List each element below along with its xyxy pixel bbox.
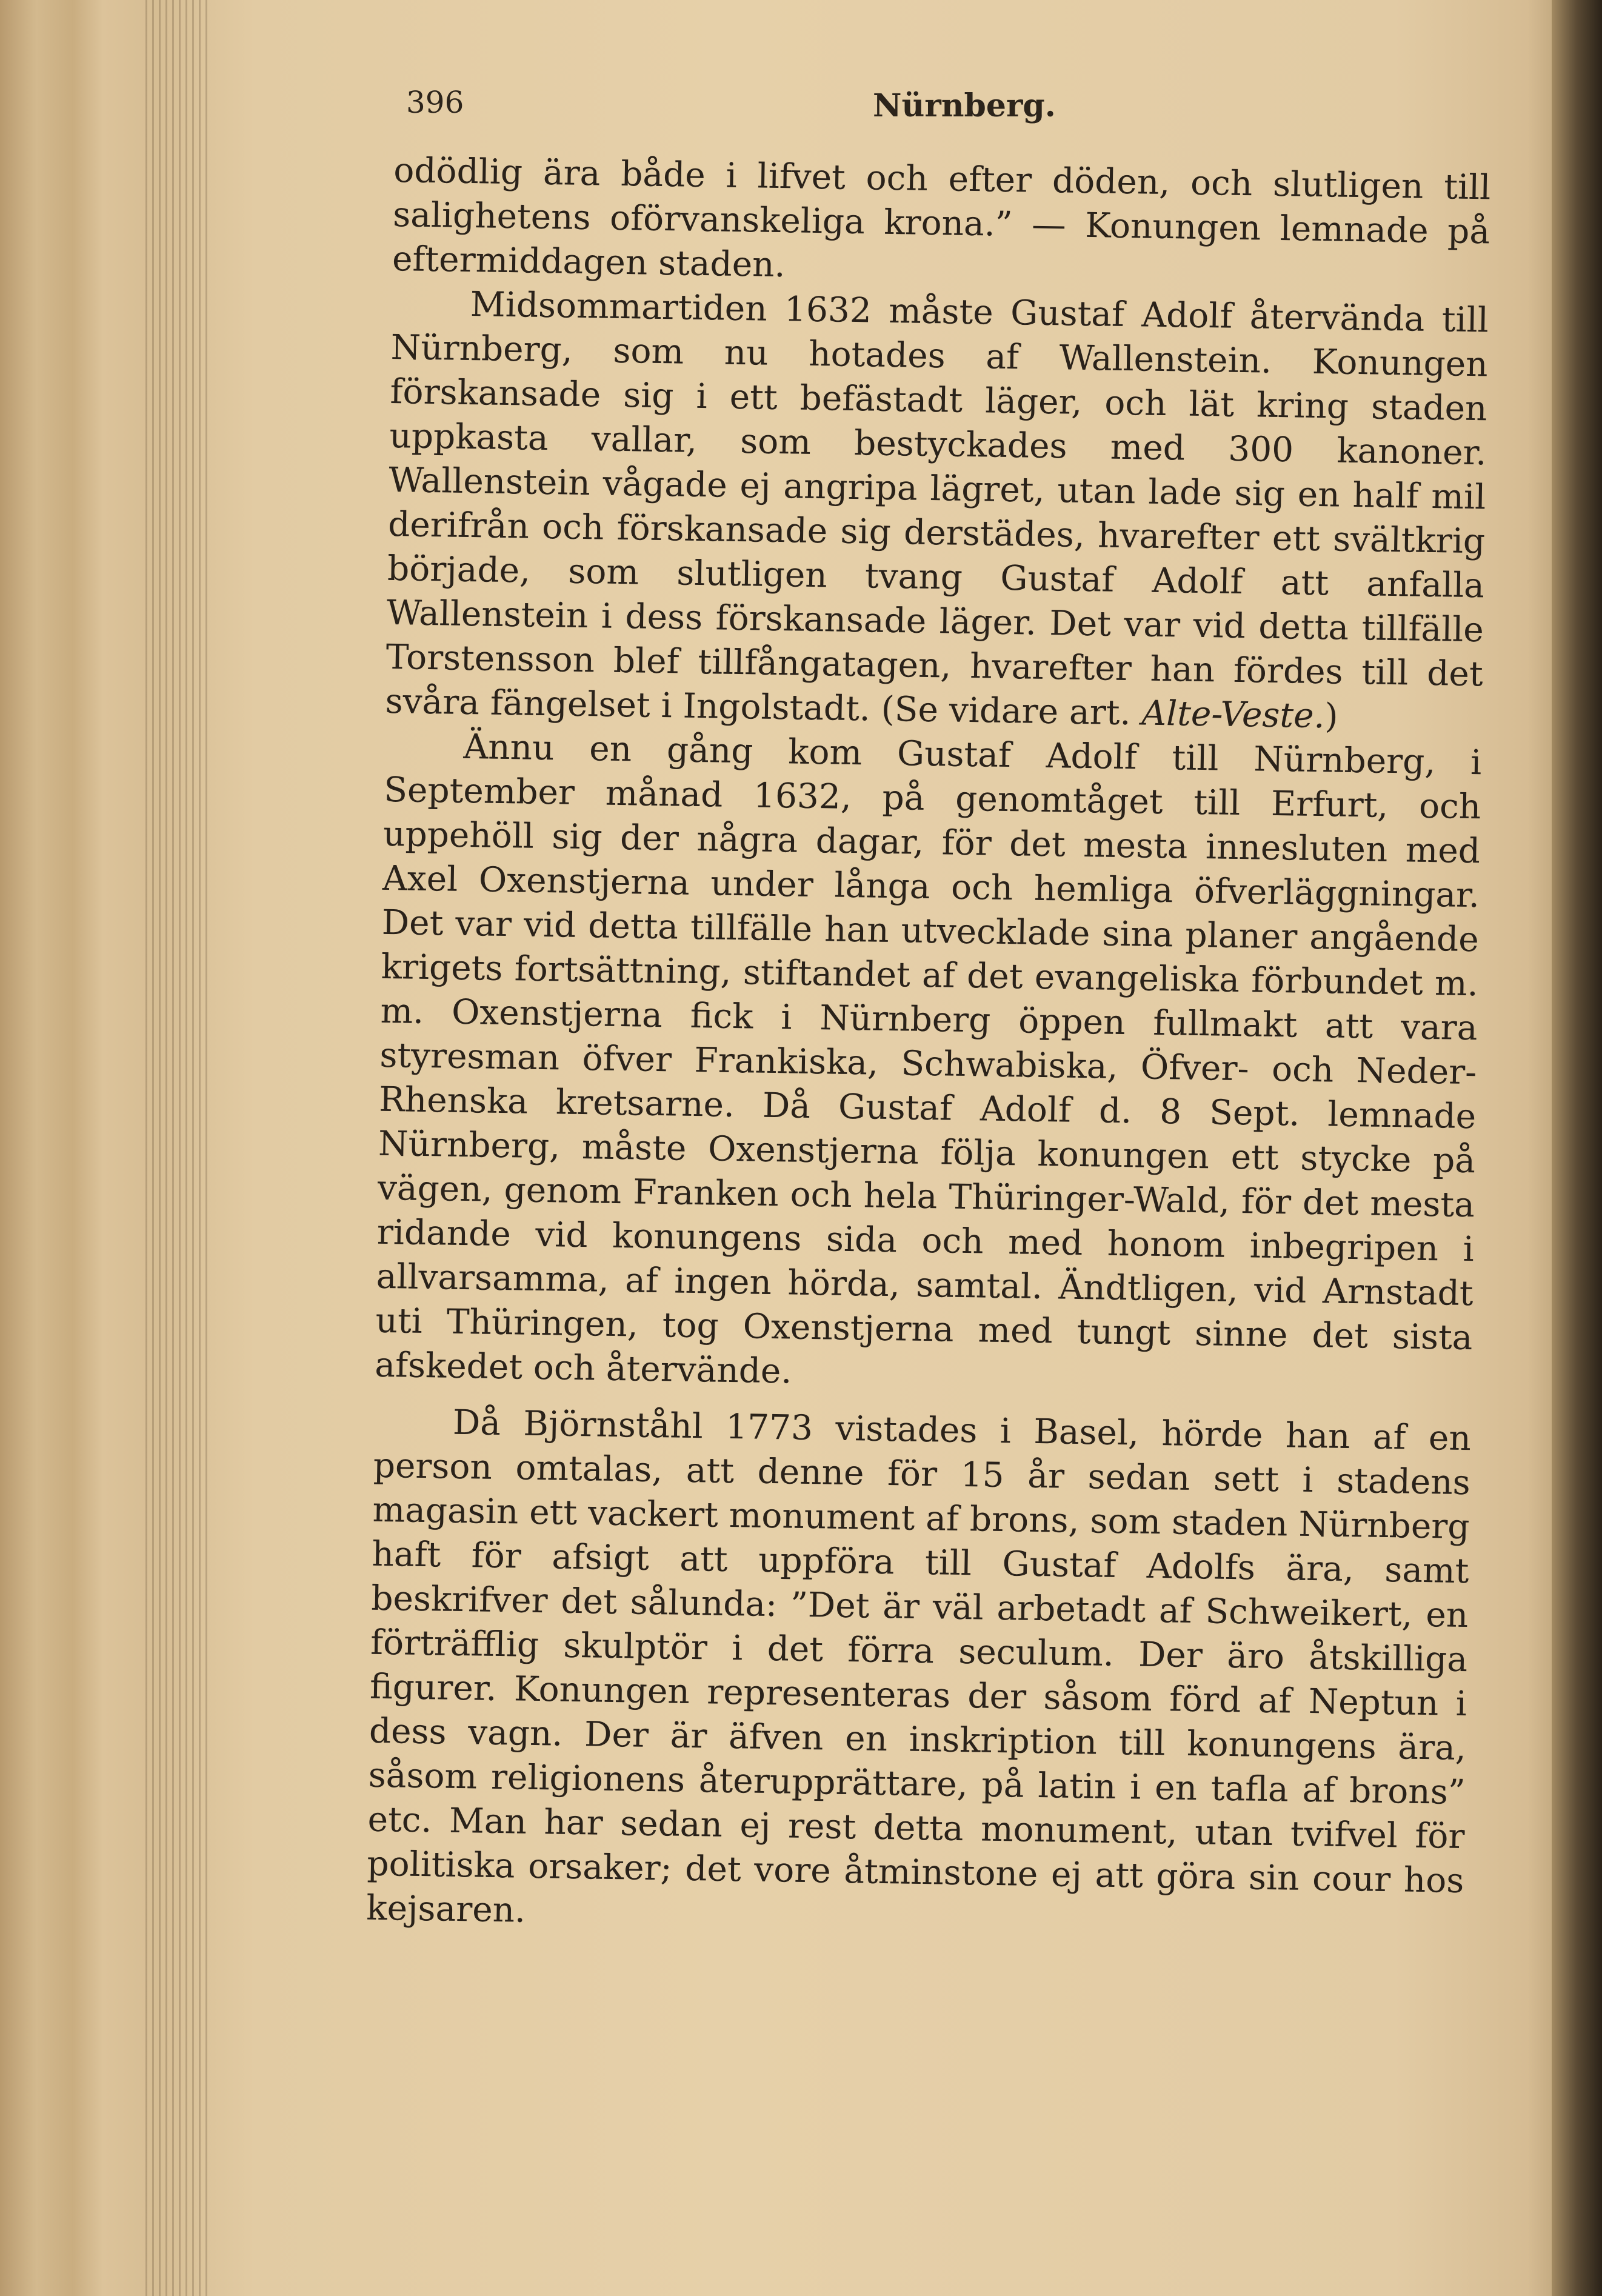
paragraph-1: odödlig ära både i lifvet och efter döden, och slutligen till salighetens oförvanskeliga krona.” — Konungen lemnade på eftermiddagen staden. xyxy=(392,150,1491,285)
running-title: Nürnberg. xyxy=(873,87,1056,124)
paragraph-2-text: Midsommartiden 1632 måste Gustaf Adolf återvända till Nürnberg, som nu hotades af Wallenstein. Konungen förskansade sig i ett befästadt läger, och lät kring staden uppkasta vallar, som bestyckades med 300 kanoner. Wallenstein vågade ej angripa lägret, utan lade sig en half mil derifrån och förskansade sig derstädes, hvarefter ett svältkrig började, som slutligen tvang Gustaf Adolf att anfalla Wallenstein i dess förskansade läger. Det var vid detta tillfälle Torstensson blef tillfångatagen, hvarefter han fördes till det svåra fängelset i Ingolstadt. (Se vidare art. xyxy=(385,285,1489,733)
page-right-edge xyxy=(1552,0,1602,2296)
cross-reference: Alte-Veste. xyxy=(1141,693,1326,736)
text-body xyxy=(366,149,1491,1947)
page-header xyxy=(406,85,1497,133)
paragraph-2 xyxy=(385,281,1489,741)
paragraph-2-close: ) xyxy=(1324,696,1339,736)
page-number: 396 xyxy=(406,85,464,120)
page-gutter-edges xyxy=(145,0,212,2296)
paragraph-3: Ännu en gång kom Gustaf Adolf till Nürnberg, i September månad 1632, på genomtåget till Erfurt, och uppehöll sig der några dagar, för det mesta innesluten med Axel Oxenstjerna under långa och hemliga öfverläggningar. Det var vid detta tillfälle han utvecklade sina planer angående krigets fortsättning, stiftandet af det evangeliska förbundet m. m. Oxenstjerna fick i Nürnberg öppen fullmakt att vara styresman öfver Frankiska, Schwabiska, Öfver- och Neder-Rhenska kretsarne. Då Gustaf Adolf d. 8 Sept. lemnade Nürnberg, måste Oxenstjerna följa konungen ett stycke på vägen, genom Franken och hela Thüringer-Wald, för det mesta ridande vid konungens sida och med honom inbegripen i allvarsamma, af ingen hörda, samtal. Ändtligen, vid Arnstadt uti Thüringen, tog Oxenstjerna med tungt sinne det sista afskedet och återvände. xyxy=(374,727,1482,1392)
paragraph-4: Då Björnståhl 1773 vistades i Basel, hörde han af en person omtalas, att denne för 15 år sedan sett i stadens magasin ett vackert monument af brons, som staden Nürnberg haft för afsigt att uppföra till Gustaf Adolfs ära, samt beskrifver det sålunda: ”Det är väl arbetadt af Schweikert, en förträfflig skulptör i det förra seculum. Der äro åtskilliga figurer. Konungen representeras der såsom förd af Neptun i dess vagn. Der är äfven en inskription till konungens ära, såsom religionens återupprättare, på latin i en tafla af brons” etc. Man har sedan ej rest detta monument, utan tvifvel för politiska orsaker; det vore åtminstone ej att göra sin cour hos kejsaren. xyxy=(365,1403,1472,1931)
